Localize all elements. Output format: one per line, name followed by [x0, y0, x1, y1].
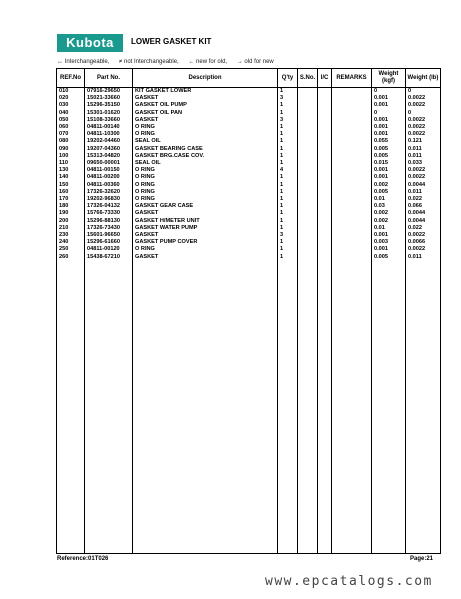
- col-ic: I/C: [318, 69, 332, 88]
- cell-ic: [318, 189, 332, 196]
- cell-ic: [318, 203, 332, 210]
- cell-weight-kgf: 0.015: [372, 160, 406, 167]
- cell-weight-kgf: 0.001: [372, 131, 406, 138]
- cell-qty: 1: [278, 102, 298, 109]
- table-row: [57, 239, 441, 246]
- cell-weight-lb: 0: [406, 88, 441, 96]
- cell-serial-no: [298, 117, 318, 124]
- cell-description: SEAL OIL: [133, 160, 278, 167]
- cell-part-no: 15601-96650: [85, 232, 133, 239]
- cell-ref-no: 160: [57, 189, 85, 196]
- table-filler-row: [57, 261, 441, 554]
- cell-serial-no: [298, 95, 318, 102]
- cell-ref-no: 090: [57, 146, 85, 153]
- cell-part-no: 15438-67210: [85, 254, 133, 261]
- cell-ic: [318, 95, 332, 102]
- cell-serial-no: [298, 203, 318, 210]
- cell-remarks: [332, 167, 372, 174]
- table-header-row: [57, 69, 441, 88]
- filler-cell: [372, 261, 406, 554]
- cell-remarks: [332, 124, 372, 131]
- cell-ref-no: 260: [57, 254, 85, 261]
- cell-weight-lb: 0: [406, 110, 441, 117]
- cell-description: O RING: [133, 167, 278, 174]
- cell-ic: [318, 160, 332, 167]
- cell-serial-no: [298, 167, 318, 174]
- cell-serial-no: [298, 146, 318, 153]
- cell-qty: 3: [278, 95, 298, 102]
- filler-cell: [85, 261, 133, 554]
- col-ref-no: REF.No: [57, 69, 85, 88]
- cell-part-no: 17326-73430: [85, 225, 133, 232]
- cell-serial-no: [298, 131, 318, 138]
- filler-cell: [57, 261, 85, 554]
- cell-weight-kgf: 0: [372, 110, 406, 117]
- cell-ic: [318, 167, 332, 174]
- cell-qty: 1: [278, 146, 298, 153]
- cell-weight-lb: 0.0044: [406, 210, 441, 217]
- table-row: [57, 167, 441, 174]
- cell-part-no: 04811-00120: [85, 246, 133, 253]
- cell-ref-no: 200: [57, 218, 85, 225]
- cell-ic: [318, 232, 332, 239]
- cell-description: GASKET: [133, 117, 278, 124]
- cell-serial-no: [298, 239, 318, 246]
- table-row: [57, 102, 441, 109]
- cell-remarks: [332, 117, 372, 124]
- cell-ref-no: 210: [57, 225, 85, 232]
- cell-serial-no: [298, 182, 318, 189]
- cell-serial-no: [298, 210, 318, 217]
- cell-description: O RING: [133, 174, 278, 181]
- cell-weight-kgf: 0.005: [372, 153, 406, 160]
- cell-ic: [318, 88, 332, 96]
- cell-ic: [318, 246, 332, 253]
- cell-weight-lb: 0.0022: [406, 232, 441, 239]
- cell-remarks: [332, 239, 372, 246]
- cell-weight-kgf: 0.001: [372, 232, 406, 239]
- col-remarks: REMARKS: [332, 69, 372, 88]
- cell-qty: 1: [278, 131, 298, 138]
- cell-weight-kgf: 0.001: [372, 167, 406, 174]
- col-weight-lb: Weight (lb): [406, 69, 441, 88]
- cell-remarks: [332, 246, 372, 253]
- cell-qty: 1: [278, 225, 298, 232]
- cell-qty: 1: [278, 189, 298, 196]
- cell-remarks: [332, 95, 372, 102]
- legend-new-for-old: ← new for old,: [188, 59, 228, 65]
- cell-weight-kgf: 0.001: [372, 95, 406, 102]
- cell-weight-kgf: 0.001: [372, 174, 406, 181]
- cell-weight-kgf: 0.01: [372, 196, 406, 203]
- cell-ref-no: 240: [57, 239, 85, 246]
- cell-weight-lb: 0.0044: [406, 218, 441, 225]
- cell-remarks: [332, 196, 372, 203]
- cell-weight-kgf: 0.002: [372, 218, 406, 225]
- cell-part-no: 15313-04820: [85, 153, 133, 160]
- cell-part-no: 19202-96830: [85, 196, 133, 203]
- legend-interchangeable: ↔ Interchangeable,: [57, 59, 110, 65]
- cell-remarks: [332, 189, 372, 196]
- cell-weight-lb: 0.0022: [406, 246, 441, 253]
- cell-ic: [318, 131, 332, 138]
- cell-qty: 1: [278, 196, 298, 203]
- cell-ref-no: 170: [57, 196, 85, 203]
- cell-part-no: 09650-00001: [85, 160, 133, 167]
- cell-part-no: 15296-61660: [85, 239, 133, 246]
- cell-description: GASKET PUMP COVER: [133, 239, 278, 246]
- kubota-logo: Kubota: [57, 34, 123, 52]
- cell-ref-no: 140: [57, 174, 85, 181]
- cell-description: O RING: [133, 189, 278, 196]
- cell-part-no: 15766-73330: [85, 210, 133, 217]
- cell-weight-kgf: 0.002: [372, 210, 406, 217]
- cell-qty: 1: [278, 153, 298, 160]
- parts-table-body: [57, 88, 441, 554]
- cell-weight-kgf: 0.001: [372, 124, 406, 131]
- cell-ref-no: 230: [57, 232, 85, 239]
- cell-weight-lb: 0.0022: [406, 102, 441, 109]
- cell-qty: 1: [278, 124, 298, 131]
- cell-part-no: 04811-00360: [85, 182, 133, 189]
- cell-description: O RING: [133, 196, 278, 203]
- table-row: [57, 218, 441, 225]
- cell-weight-kgf: 0.055: [372, 138, 406, 145]
- cell-description: SEAL OIL: [133, 138, 278, 145]
- cell-ref-no: 060: [57, 124, 85, 131]
- cell-qty: 1: [278, 88, 298, 96]
- cell-serial-no: [298, 232, 318, 239]
- cell-ref-no: 030: [57, 102, 85, 109]
- parts-table: [56, 68, 441, 554]
- cell-serial-no: [298, 153, 318, 160]
- cell-ic: [318, 196, 332, 203]
- cell-qty: 1: [278, 210, 298, 217]
- cell-remarks: [332, 225, 372, 232]
- table-row: [57, 110, 441, 117]
- cell-ic: [318, 124, 332, 131]
- cell-qty: 1: [278, 174, 298, 181]
- cell-qty: 1: [278, 160, 298, 167]
- cell-weight-kgf: 0.005: [372, 146, 406, 153]
- cell-part-no: 17326-04132: [85, 203, 133, 210]
- cell-part-no: 04811-00140: [85, 124, 133, 131]
- table-row: [57, 225, 441, 232]
- cell-part-no: 15301-01620: [85, 110, 133, 117]
- cell-part-no: 07916-29650: [85, 88, 133, 96]
- table-row: [57, 131, 441, 138]
- cell-part-no: 15108-33660: [85, 117, 133, 124]
- cell-weight-lb: 0.121: [406, 138, 441, 145]
- cell-qty: 1: [278, 110, 298, 117]
- cell-weight-lb: 0.0066: [406, 239, 441, 246]
- cell-weight-lb: 0.0044: [406, 182, 441, 189]
- cell-description: GASKET OIL PAN: [133, 110, 278, 117]
- cell-serial-no: [298, 124, 318, 131]
- watermark-url: www.epcatalogs.com: [265, 574, 433, 589]
- cell-ref-no: 110: [57, 160, 85, 167]
- cell-description: KIT GASKET LOWER: [133, 88, 278, 96]
- cell-weight-lb: 0.0022: [406, 117, 441, 124]
- filler-cell: [133, 261, 278, 554]
- cell-qty: 1: [278, 218, 298, 225]
- cell-weight-kgf: 0.03: [372, 203, 406, 210]
- cell-weight-lb: 0.0022: [406, 131, 441, 138]
- cell-weight-kgf: 0.001: [372, 102, 406, 109]
- cell-remarks: [332, 131, 372, 138]
- cell-qty: 4: [278, 167, 298, 174]
- table-row: [57, 246, 441, 253]
- table-row: [57, 88, 441, 96]
- cell-weight-kgf: 0.001: [372, 117, 406, 124]
- cell-ic: [318, 102, 332, 109]
- col-qty: Q'ty: [278, 69, 298, 88]
- legend-not-interchangeable: ≠ not Interchangeable,: [119, 59, 179, 65]
- col-part-no: Part No.: [85, 69, 133, 88]
- table-row: [57, 146, 441, 153]
- cell-remarks: [332, 203, 372, 210]
- cell-ic: [318, 153, 332, 160]
- table-row: [57, 210, 441, 217]
- cell-serial-no: [298, 196, 318, 203]
- cell-remarks: [332, 88, 372, 96]
- cell-ic: [318, 225, 332, 232]
- cell-serial-no: [298, 160, 318, 167]
- table-row: [57, 160, 441, 167]
- cell-qty: 1: [278, 254, 298, 261]
- cell-ref-no: 040: [57, 110, 85, 117]
- cell-description: GASKET: [133, 232, 278, 239]
- cell-part-no: 15021-33660: [85, 95, 133, 102]
- table-row: [57, 254, 441, 261]
- cell-weight-lb: 0.0022: [406, 95, 441, 102]
- cell-description: GASKET H/METER UNIT: [133, 218, 278, 225]
- cell-ic: [318, 117, 332, 124]
- page-title: LOWER GASKET KIT: [131, 37, 212, 46]
- cell-ref-no: 150: [57, 182, 85, 189]
- cell-serial-no: [298, 102, 318, 109]
- legend-old-for-new: → old for new: [236, 59, 274, 65]
- cell-serial-no: [298, 174, 318, 181]
- cell-serial-no: [298, 88, 318, 96]
- cell-weight-lb: 0.022: [406, 225, 441, 232]
- table-row: [57, 203, 441, 210]
- cell-ref-no: 180: [57, 203, 85, 210]
- cell-serial-no: [298, 218, 318, 225]
- cell-ic: [318, 174, 332, 181]
- table-row: [57, 174, 441, 181]
- cell-serial-no: [298, 110, 318, 117]
- cell-ic: [318, 239, 332, 246]
- cell-part-no: 19202-04460: [85, 138, 133, 145]
- cell-weight-lb: 0.022: [406, 196, 441, 203]
- cell-description: GASKET: [133, 254, 278, 261]
- cell-weight-kgf: 0.003: [372, 239, 406, 246]
- table-row: [57, 196, 441, 203]
- cell-part-no: 15296-88130: [85, 218, 133, 225]
- cell-weight-lb: 0.011: [406, 146, 441, 153]
- cell-part-no: 15296-35150: [85, 102, 133, 109]
- cell-description: O RING: [133, 131, 278, 138]
- table-row: [57, 138, 441, 145]
- cell-weight-kgf: 0.001: [372, 246, 406, 253]
- cell-part-no: 04811-10300: [85, 131, 133, 138]
- cell-remarks: [332, 254, 372, 261]
- cell-weight-kgf: 0: [372, 88, 406, 96]
- cell-weight-lb: 0.011: [406, 153, 441, 160]
- cell-weight-lb: 0.011: [406, 189, 441, 196]
- cell-part-no: 04811-00150: [85, 167, 133, 174]
- filler-cell: [298, 261, 318, 554]
- cell-ic: [318, 138, 332, 145]
- cell-description: GASKET: [133, 210, 278, 217]
- cell-ic: [318, 146, 332, 153]
- cell-serial-no: [298, 254, 318, 261]
- cell-qty: 3: [278, 232, 298, 239]
- cell-ic: [318, 182, 332, 189]
- cell-ref-no: 250: [57, 246, 85, 253]
- cell-description: GASKET BEARING CASE: [133, 146, 278, 153]
- cell-weight-lb: 0.066: [406, 203, 441, 210]
- cell-qty: 1: [278, 239, 298, 246]
- page-number: Page:21: [410, 556, 434, 562]
- cell-ref-no: 100: [57, 153, 85, 160]
- cell-remarks: [332, 160, 372, 167]
- cell-part-no: 17326-32620: [85, 189, 133, 196]
- cell-weight-lb: 0.011: [406, 254, 441, 261]
- cell-ref-no: 130: [57, 167, 85, 174]
- cell-description: O RING: [133, 124, 278, 131]
- filler-cell: [332, 261, 372, 554]
- cell-weight-kgf: 0.005: [372, 254, 406, 261]
- cell-remarks: [332, 218, 372, 225]
- cell-ref-no: 020: [57, 95, 85, 102]
- cell-weight-kgf: 0.005: [372, 189, 406, 196]
- table-row: [57, 189, 441, 196]
- reference-code: Reference:01T026: [57, 556, 109, 562]
- table-row: [57, 153, 441, 160]
- table-row: [57, 117, 441, 124]
- cell-part-no: 19207-04360: [85, 146, 133, 153]
- cell-ref-no: 010: [57, 88, 85, 96]
- cell-remarks: [332, 102, 372, 109]
- cell-weight-kgf: 0.01: [372, 225, 406, 232]
- cell-description: GASKET GEAR CASE: [133, 203, 278, 210]
- cell-serial-no: [298, 225, 318, 232]
- cell-remarks: [332, 182, 372, 189]
- filler-cell: [318, 261, 332, 554]
- cell-serial-no: [298, 138, 318, 145]
- cell-weight-lb: 0.0022: [406, 174, 441, 181]
- cell-ref-no: 190: [57, 210, 85, 217]
- cell-description: GASKET OIL PUMP: [133, 102, 278, 109]
- cell-qty: 1: [278, 203, 298, 210]
- cell-weight-lb: 0.033: [406, 160, 441, 167]
- table-row: [57, 232, 441, 239]
- table-row: [57, 95, 441, 102]
- cell-ref-no: 050: [57, 117, 85, 124]
- cell-part-no: 04811-00200: [85, 174, 133, 181]
- cell-remarks: [332, 174, 372, 181]
- table-row: [57, 124, 441, 131]
- cell-remarks: [332, 153, 372, 160]
- cell-description: GASKET: [133, 95, 278, 102]
- col-serial-no: S.No.: [298, 69, 318, 88]
- cell-ic: [318, 210, 332, 217]
- cell-weight-lb: 0.0022: [406, 167, 441, 174]
- cell-remarks: [332, 138, 372, 145]
- cell-ref-no: 080: [57, 138, 85, 145]
- cell-ic: [318, 218, 332, 225]
- cell-ref-no: 070: [57, 131, 85, 138]
- cell-remarks: [332, 232, 372, 239]
- cell-remarks: [332, 110, 372, 117]
- col-weight-kgf: Weight (kgf): [372, 69, 406, 88]
- cell-remarks: [332, 146, 372, 153]
- cell-description: O RING: [133, 246, 278, 253]
- table-row: [57, 182, 441, 189]
- cell-remarks: [332, 210, 372, 217]
- filler-cell: [278, 261, 298, 554]
- cell-weight-kgf: 0.002: [372, 182, 406, 189]
- cell-description: GASKET WATER PUMP: [133, 225, 278, 232]
- cell-ic: [318, 110, 332, 117]
- cell-qty: 1: [278, 246, 298, 253]
- cell-serial-no: [298, 189, 318, 196]
- cell-description: O RING: [133, 182, 278, 189]
- cell-description: GASKET BRG.CASE COV.: [133, 153, 278, 160]
- symbol-legend: [57, 59, 282, 65]
- cell-qty: 1: [278, 138, 298, 145]
- cell-qty: 1: [278, 182, 298, 189]
- cell-qty: 3: [278, 117, 298, 124]
- cell-ic: [318, 254, 332, 261]
- col-description: Description: [133, 69, 278, 88]
- cell-serial-no: [298, 246, 318, 253]
- filler-cell: [406, 261, 441, 554]
- cell-weight-lb: 0.0022: [406, 124, 441, 131]
